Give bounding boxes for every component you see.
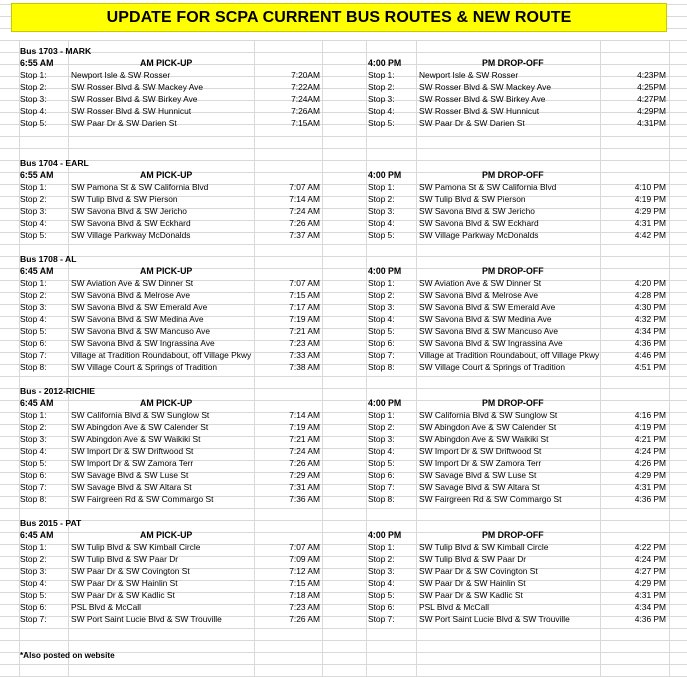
- pm-stop-time: 4:36 PM: [634, 614, 666, 624]
- stop-row: [0, 229, 687, 241]
- am-stop-time: 7:37 AM: [289, 230, 320, 240]
- pm-stop-number: Stop 4:: [368, 314, 395, 324]
- schedule-header: [0, 57, 687, 69]
- am-stop-number: Stop 4:: [20, 578, 47, 588]
- stop-row: [0, 69, 687, 81]
- am-stop-time: 7:14 AM: [289, 410, 320, 420]
- am-start-time: 6:55 AM: [20, 58, 54, 68]
- stop-row: [0, 469, 687, 481]
- pm-stop-address: SW Aviation Ave & SW Dinner St: [419, 278, 542, 288]
- am-stop-address: SW Paar Dr & SW Kadlic St: [71, 590, 175, 600]
- am-stop-address: SW Abingdon Ave & SW Calender St: [71, 422, 209, 432]
- pm-stop-address: SW Tulip Blvd & SW Pierson: [419, 194, 526, 204]
- pm-stop-address: SW Tulip Blvd & SW Paar Dr: [419, 554, 527, 564]
- am-stop-number: Stop 1:: [20, 278, 47, 288]
- am-stop-time: 7:26 AM: [289, 458, 320, 468]
- pm-stop-number: Stop 5:: [368, 230, 395, 240]
- am-stop-number: Stop 6:: [20, 338, 47, 348]
- am-stop-number: Stop 1:: [20, 410, 47, 420]
- am-stop-number: Stop 7:: [20, 350, 47, 360]
- am-start-time: 6:45 AM: [20, 266, 54, 276]
- am-pickup-label: AM PICK-UP: [140, 266, 193, 276]
- am-stop-number: Stop 5:: [20, 458, 47, 468]
- stop-row: [0, 565, 687, 577]
- stop-row: [0, 349, 687, 361]
- pm-dropoff-label: PM DROP-OFF: [482, 266, 544, 276]
- schedule-header: [0, 397, 687, 409]
- pm-stop-number: Stop 2:: [368, 82, 395, 92]
- am-stop-number: Stop 2:: [20, 194, 47, 204]
- am-stop-number: Stop 7:: [20, 614, 47, 624]
- pm-stop-number: Stop 5:: [368, 590, 395, 600]
- am-stop-address: SW Import Dr & SW Zamora Terr: [71, 458, 194, 468]
- pm-stop-address: SW Port Saint Lucie Blvd & SW Trouville: [419, 614, 570, 624]
- am-stop-address: SW Savona Blvd & SW Emerald Ave: [71, 302, 208, 312]
- pm-stop-address: SW Paar Dr & SW Covington St: [419, 566, 538, 576]
- am-stop-time: 7:24 AM: [289, 446, 320, 456]
- stop-row: [0, 613, 687, 625]
- pm-stop-number: Stop 1:: [368, 70, 395, 80]
- pm-stop-address: SW Abingdon Ave & SW Calender St: [419, 422, 557, 432]
- pm-stop-number: Stop 3:: [368, 206, 395, 216]
- am-stop-address: Newport Isle & SW Rosser: [71, 70, 171, 80]
- pm-stop-time: 4:22 PM: [634, 542, 666, 552]
- pm-stop-time: 4:27 PM: [634, 566, 666, 576]
- pm-stop-time: 4:42 PM: [634, 230, 666, 240]
- pm-stop-number: Stop 2:: [368, 554, 395, 564]
- bus-title: Bus 1708 - AL: [20, 254, 77, 264]
- am-stop-address: SW Paar Dr & SW Darien St: [71, 118, 177, 128]
- pm-stop-time: 4:27PM: [637, 94, 666, 104]
- pm-stop-address: SW Import Dr & SW Zamora Terr: [419, 458, 542, 468]
- pm-stop-number: Stop 5:: [368, 458, 395, 468]
- am-stop-time: 7:33 AM: [289, 350, 320, 360]
- am-stop-number: Stop 1:: [20, 542, 47, 552]
- am-stop-number: Stop 1:: [20, 70, 47, 80]
- pm-stop-time: 4:34 PM: [634, 326, 666, 336]
- am-stop-address: SW Rosser Blvd & SW Hunnicut: [71, 106, 192, 116]
- pm-stop-number: Stop 7:: [368, 350, 395, 360]
- pm-stop-time: 4:29PM: [637, 106, 666, 116]
- am-stop-address: SW Tulip Blvd & SW Kimball Circle: [71, 542, 201, 552]
- pm-stop-time: 4:30 PM: [634, 302, 666, 312]
- am-pickup-label: AM PICK-UP: [140, 58, 193, 68]
- am-stop-number: Stop 8:: [20, 362, 47, 372]
- bus-title: Bus 1704 - EARL: [20, 158, 89, 168]
- am-stop-number: Stop 6:: [20, 602, 47, 612]
- pm-stop-number: Stop 6:: [368, 602, 395, 612]
- am-pickup-label: AM PICK-UP: [140, 398, 193, 408]
- stop-row: [0, 337, 687, 349]
- pm-stop-number: Stop 1:: [368, 542, 395, 552]
- schedule-header: [0, 169, 687, 181]
- stop-row: [0, 601, 687, 613]
- am-stop-number: Stop 3:: [20, 94, 47, 104]
- pm-stop-address: SW Savona Blvd & SW Mancuso Ave: [419, 326, 559, 336]
- pm-stop-number: Stop 3:: [368, 566, 395, 576]
- pm-start-time: 4:00 PM: [368, 530, 402, 540]
- pm-stop-time: 4:31PM: [637, 118, 666, 128]
- pm-start-time: 4:00 PM: [368, 266, 402, 276]
- am-stop-address: SW Paar Dr & SW Covington St: [71, 566, 190, 576]
- stop-row: [0, 481, 687, 493]
- am-stop-time: 7:14 AM: [289, 194, 320, 204]
- pm-dropoff-label: PM DROP-OFF: [482, 170, 544, 180]
- am-stop-time: 7:23 AM: [289, 338, 320, 348]
- pm-stop-address: SW Savona Blvd & SW Jericho: [419, 206, 535, 216]
- pm-stop-address: SW Savona Blvd & SW Emerald Ave: [419, 302, 556, 312]
- stop-row: [0, 325, 687, 337]
- pm-stop-number: Stop 1:: [368, 182, 395, 192]
- am-stop-time: 7:07 AM: [289, 182, 320, 192]
- am-stop-address: SW Pamona St & SW California Blvd: [71, 182, 209, 192]
- pm-stop-address: SW Paar Dr & SW Kadlic St: [419, 590, 523, 600]
- am-stop-address: SW Savage Blvd & SW Altara St: [71, 482, 192, 492]
- pm-stop-number: Stop 4:: [368, 106, 395, 116]
- stop-row: [0, 493, 687, 505]
- am-stop-address: SW Abingdon Ave & SW Waikiki St: [71, 434, 201, 444]
- pm-stop-address: SW Rosser Blvd & SW Hunnicut: [419, 106, 540, 116]
- website-note: *Also posted on website: [20, 651, 115, 660]
- am-stop-time: 7:17 AM: [289, 302, 320, 312]
- pm-stop-address: SW Savona Blvd & SW Eckhard: [419, 218, 539, 228]
- am-stop-time: 7:29 AM: [289, 470, 320, 480]
- am-stop-time: 7:38 AM: [289, 362, 320, 372]
- am-stop-time: 7:23 AM: [289, 602, 320, 612]
- pm-stop-address: SW Savage Blvd & SW Altara St: [419, 482, 540, 492]
- pm-stop-time: 4:19 PM: [634, 422, 666, 432]
- am-stop-address: SW Paar Dr & SW Hainlin St: [71, 578, 178, 588]
- pm-stop-address: SW Import Dr & SW Driftwood St: [419, 446, 542, 456]
- pm-stop-address: SW Savage Blvd & SW Luse St: [419, 470, 537, 480]
- am-stop-number: Stop 5:: [20, 118, 47, 128]
- am-stop-time: 7:24AM: [291, 94, 320, 104]
- stop-row: [0, 589, 687, 601]
- am-stop-number: Stop 5:: [20, 590, 47, 600]
- am-stop-address: SW Tulip Blvd & SW Pierson: [71, 194, 178, 204]
- am-stop-address: SW Rosser Blvd & SW Mackey Ave: [71, 82, 204, 92]
- pm-stop-number: Stop 6:: [368, 338, 395, 348]
- pm-stop-address: SW Tulip Blvd & SW Kimball Circle: [419, 542, 549, 552]
- am-stop-time: 7:07 AM: [289, 278, 320, 288]
- bus-title: Bus 1703 - MARK: [20, 46, 92, 56]
- am-stop-address: SW Savona Blvd & Melrose Ave: [71, 290, 191, 300]
- stop-row: [0, 217, 687, 229]
- am-start-time: 6:45 AM: [20, 398, 54, 408]
- am-stop-address: PSL Blvd & McCall: [71, 602, 141, 612]
- am-stop-number: Stop 5:: [20, 230, 47, 240]
- stop-row: [0, 277, 687, 289]
- pm-stop-number: Stop 4:: [368, 446, 395, 456]
- am-start-time: 6:45 AM: [20, 530, 54, 540]
- pm-start-time: 4:00 PM: [368, 58, 402, 68]
- am-stop-number: Stop 3:: [20, 206, 47, 216]
- am-stop-time: 7:24 AM: [289, 206, 320, 216]
- am-stop-time: 7:26AM: [291, 106, 320, 116]
- am-stop-time: 7:36 AM: [289, 494, 320, 504]
- pm-stop-address: SW California Blvd & SW Sunglow St: [419, 410, 558, 420]
- pm-stop-time: 4:25PM: [637, 82, 666, 92]
- stop-row: [0, 541, 687, 553]
- stop-row: [0, 361, 687, 373]
- am-stop-address: SW Tulip Blvd & SW Paar Dr: [71, 554, 179, 564]
- stop-row: [0, 313, 687, 325]
- pm-stop-time: 4:29 PM: [634, 206, 666, 216]
- schedule-header: [0, 265, 687, 277]
- am-stop-address: SW Fairgreen Rd & SW Commargo St: [71, 494, 214, 504]
- am-stop-address: SW Village Parkway McDonalds: [71, 230, 191, 240]
- bus-title: Bus 2015 - PAT: [20, 518, 82, 528]
- pm-stop-time: 4:19 PM: [634, 194, 666, 204]
- am-stop-time: 7:19 AM: [289, 314, 320, 324]
- am-stop-address: SW Savona Blvd & SW Medina Ave: [71, 314, 204, 324]
- am-stop-time: 7:20AM: [291, 70, 320, 80]
- stop-row: [0, 577, 687, 589]
- am-stop-time: 7:18 AM: [289, 590, 320, 600]
- am-stop-address: SW Savona Blvd & SW Eckhard: [71, 218, 191, 228]
- am-stop-number: Stop 3:: [20, 302, 47, 312]
- schedule-header: [0, 529, 687, 541]
- am-stop-time: 7:31 AM: [289, 482, 320, 492]
- pm-start-time: 4:00 PM: [368, 398, 402, 408]
- stop-row: [0, 289, 687, 301]
- pm-stop-time: 4:29 PM: [634, 470, 666, 480]
- am-stop-time: 7:15AM: [291, 118, 320, 128]
- stop-row: [0, 181, 687, 193]
- am-stop-time: 7:12 AM: [289, 566, 320, 576]
- pm-stop-time: 4:31 PM: [634, 482, 666, 492]
- pm-stop-number: Stop 1:: [368, 410, 395, 420]
- am-stop-time: 7:21 AM: [289, 326, 320, 336]
- stop-row: [0, 433, 687, 445]
- pm-stop-number: Stop 1:: [368, 278, 395, 288]
- pm-stop-number: Stop 2:: [368, 194, 395, 204]
- stop-row: [0, 81, 687, 93]
- pm-stop-time: 4:28 PM: [634, 290, 666, 300]
- pm-stop-time: 4:46 PM: [634, 350, 666, 360]
- pm-stop-number: Stop 5:: [368, 118, 395, 128]
- stop-row: [0, 445, 687, 457]
- pm-stop-address: SW Savona Blvd & Melrose Ave: [419, 290, 539, 300]
- am-stop-number: Stop 4:: [20, 314, 47, 324]
- pm-stop-address: PSL Blvd & McCall: [419, 602, 489, 612]
- am-stop-number: Stop 4:: [20, 218, 47, 228]
- am-stop-number: Stop 5:: [20, 326, 47, 336]
- am-stop-number: Stop 4:: [20, 106, 47, 116]
- stop-row: [0, 553, 687, 565]
- am-stop-address: SW Savona Blvd & SW Jericho: [71, 206, 187, 216]
- pm-stop-address: SW Abingdon Ave & SW Waikiki St: [419, 434, 549, 444]
- pm-stop-address: Newport Isle & SW Rosser: [419, 70, 519, 80]
- am-stop-number: Stop 7:: [20, 482, 47, 492]
- pm-stop-time: 4:36 PM: [634, 494, 666, 504]
- pm-stop-number: Stop 6:: [368, 470, 395, 480]
- pm-stop-address: SW Village Parkway McDonalds: [419, 230, 539, 240]
- pm-stop-time: 4:24 PM: [634, 446, 666, 456]
- pm-start-time: 4:00 PM: [368, 170, 402, 180]
- stop-row: [0, 193, 687, 205]
- pm-stop-number: Stop 5:: [368, 326, 395, 336]
- pm-stop-time: 4:32 PM: [634, 314, 666, 324]
- am-stop-time: 7:19 AM: [289, 422, 320, 432]
- pm-stop-address: SW Paar Dr & SW Darien St: [419, 118, 525, 128]
- pm-stop-address: SW Rosser Blvd & SW Birkey Ave: [419, 94, 546, 104]
- pm-stop-number: Stop 7:: [368, 482, 395, 492]
- pm-stop-address: Village at Tradition Roundabout, off Village Pkwy: [419, 350, 600, 360]
- am-stop-time: 7:21 AM: [289, 434, 320, 444]
- pm-stop-time: 4:31 PM: [634, 590, 666, 600]
- stop-row: [0, 205, 687, 217]
- pm-stop-time: 4:20 PM: [634, 278, 666, 288]
- pm-stop-address: SW Fairgreen Rd & SW Commargo St: [419, 494, 562, 504]
- am-pickup-label: AM PICK-UP: [140, 170, 193, 180]
- am-stop-time: 7:26 AM: [289, 614, 320, 624]
- pm-stop-time: 4:16 PM: [634, 410, 666, 420]
- am-stop-address: SW Port Saint Lucie Blvd & SW Trouville: [71, 614, 222, 624]
- am-stop-time: 7:22AM: [291, 82, 320, 92]
- pm-stop-number: Stop 2:: [368, 290, 395, 300]
- pm-stop-number: Stop 2:: [368, 422, 395, 432]
- am-stop-address: SW Village Court & Springs of Tradition: [71, 362, 218, 372]
- am-stop-address: SW California Blvd & SW Sunglow St: [71, 410, 210, 420]
- pm-dropoff-label: PM DROP-OFF: [482, 398, 544, 408]
- stop-row: [0, 421, 687, 433]
- pm-stop-number: Stop 3:: [368, 302, 395, 312]
- am-stop-address: SW Savona Blvd & SW Ingrassina Ave: [71, 338, 215, 348]
- pm-stop-number: Stop 4:: [368, 218, 395, 228]
- am-stop-number: Stop 2:: [20, 82, 47, 92]
- am-pickup-label: AM PICK-UP: [140, 530, 193, 540]
- am-stop-address: SW Aviation Ave & SW Dinner St: [71, 278, 194, 288]
- stop-row: [0, 117, 687, 129]
- am-stop-time: 7:15 AM: [289, 578, 320, 588]
- pm-stop-number: Stop 7:: [368, 614, 395, 624]
- pm-stop-number: Stop 3:: [368, 94, 395, 104]
- am-stop-number: Stop 3:: [20, 566, 47, 576]
- pm-dropoff-label: PM DROP-OFF: [482, 530, 544, 540]
- am-stop-number: Stop 2:: [20, 554, 47, 564]
- am-stop-number: Stop 2:: [20, 290, 47, 300]
- pm-stop-number: Stop 4:: [368, 578, 395, 588]
- am-stop-number: Stop 8:: [20, 494, 47, 504]
- stop-row: [0, 93, 687, 105]
- am-stop-time: 7:15 AM: [289, 290, 320, 300]
- stop-row: [0, 105, 687, 117]
- stop-row: [0, 409, 687, 421]
- page-title: UPDATE FOR SCPA CURRENT BUS ROUTES & NEW ROUTE: [11, 3, 667, 32]
- pm-stop-time: 4:51 PM: [634, 362, 666, 372]
- am-stop-number: Stop 1:: [20, 182, 47, 192]
- pm-stop-time: 4:34 PM: [634, 602, 666, 612]
- pm-stop-time: 4:29 PM: [634, 578, 666, 588]
- am-stop-time: 7:07 AM: [289, 542, 320, 552]
- pm-stop-time: 4:36 PM: [634, 338, 666, 348]
- am-stop-address: SW Savona Blvd & SW Mancuso Ave: [71, 326, 211, 336]
- pm-stop-number: Stop 8:: [368, 362, 395, 372]
- am-stop-number: Stop 2:: [20, 422, 47, 432]
- am-stop-number: Stop 4:: [20, 446, 47, 456]
- pm-stop-number: Stop 3:: [368, 434, 395, 444]
- pm-stop-address: SW Rosser Blvd & SW Mackey Ave: [419, 82, 552, 92]
- pm-stop-address: SW Savona Blvd & SW Medina Ave: [419, 314, 552, 324]
- pm-stop-address: SW Paar Dr & SW Hainlin St: [419, 578, 526, 588]
- am-start-time: 6:55 AM: [20, 170, 54, 180]
- am-stop-number: Stop 6:: [20, 470, 47, 480]
- am-stop-address: SW Import Dr & SW Driftwood St: [71, 446, 194, 456]
- pm-stop-time: 4:24 PM: [634, 554, 666, 564]
- am-stop-time: 7:26 AM: [289, 218, 320, 228]
- stop-row: [0, 301, 687, 313]
- pm-stop-address: SW Savona Blvd & SW Ingrassina Ave: [419, 338, 563, 348]
- pm-stop-time: 4:10 PM: [634, 182, 666, 192]
- pm-stop-time: 4:21 PM: [634, 434, 666, 444]
- am-stop-address: SW Rosser Blvd & SW Birkey Ave: [71, 94, 198, 104]
- pm-stop-time: 4:23PM: [637, 70, 666, 80]
- pm-stop-number: Stop 8:: [368, 494, 395, 504]
- bus-title: Bus - 2012-RICHIE: [20, 386, 95, 396]
- pm-stop-time: 4:31 PM: [634, 218, 666, 228]
- pm-dropoff-label: PM DROP-OFF: [482, 58, 544, 68]
- am-stop-number: Stop 3:: [20, 434, 47, 444]
- stop-row: [0, 457, 687, 469]
- am-stop-time: 7:09 AM: [289, 554, 320, 564]
- pm-stop-address: SW Village Court & Springs of Tradition: [419, 362, 566, 372]
- pm-stop-address: SW Pamona St & SW California Blvd: [419, 182, 557, 192]
- am-stop-address: SW Savage Blvd & SW Luse St: [71, 470, 189, 480]
- am-stop-address: Village at Tradition Roundabout, off Village Pkwy: [71, 350, 252, 360]
- pm-stop-time: 4:26 PM: [634, 458, 666, 468]
